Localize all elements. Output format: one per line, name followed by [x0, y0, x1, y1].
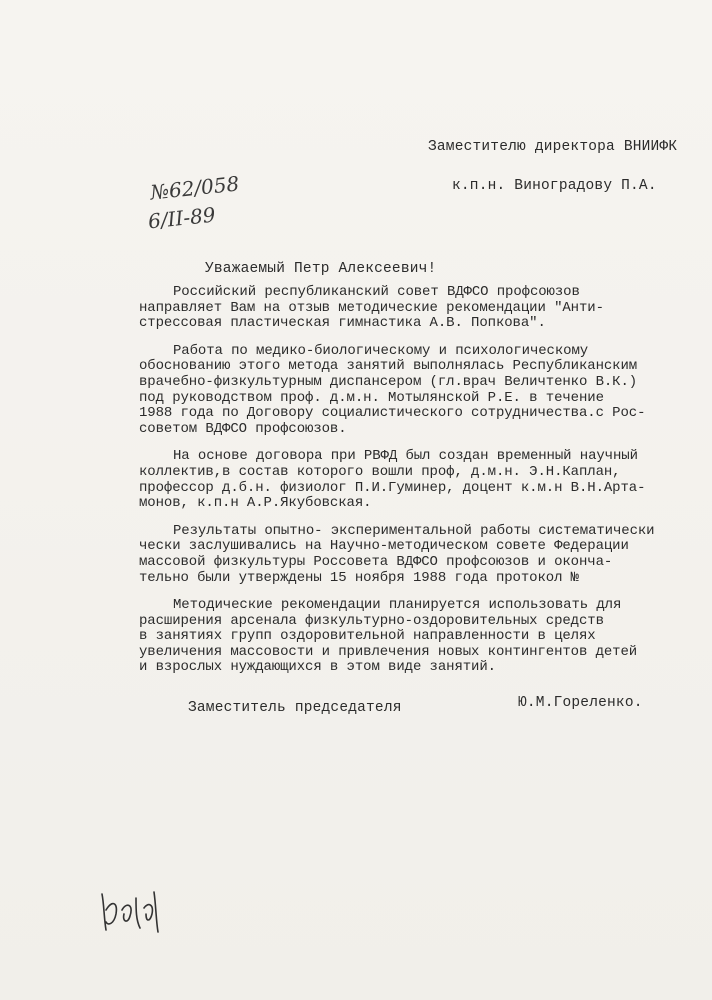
signatory-title: Заместитель председателя — [188, 700, 402, 716]
text-line: советом ВДФСО профсоюзов. — [139, 420, 347, 437]
text-line: На основе договора при РВФД был создан временный научный — [173, 448, 638, 465]
text-line: массовой физкультуры Россовета ВДФСО профсоюзов и оконча- — [139, 553, 613, 570]
text-line: расширения арсенала физкультурно-оздоровительных средств — [139, 612, 604, 629]
addressee-title: Заместителю директора ВНИИФК — [428, 139, 678, 155]
salutation: Уважаемый Петр Алексеевич! — [205, 261, 437, 277]
text-line: 1988 года по Договору социалистического сотрудничества.с Рос- — [139, 405, 646, 422]
text-line: в занятиях групп оздоровительной направленности в целях — [139, 628, 596, 645]
text-line: врачебно-физкультурным диспансером (гл.врач Величтенко В.К.) — [139, 373, 638, 390]
text-line: тельно были утверждены 15 ноября 1988 года протокол № — [139, 569, 579, 586]
text-line: монов, к.п.н А.Р.Якубовская. — [139, 495, 372, 512]
text-line: коллектив,в состав которого вошли проф, д.м.н. Э.Н.Каплан, — [139, 463, 621, 480]
text-line: под руководством проф. д.м.н. Мотылянской Р.Е. в течение — [139, 389, 604, 406]
text-line: обоснованию этого метода занятий выполнялась Республиканским — [139, 358, 638, 375]
text-line: Российский республиканский совет ВДФСО профсоюзов — [173, 284, 580, 300]
paragraph — [139, 284, 673, 332]
addressee-name: к.п.н. Виноградову П.А. — [452, 178, 657, 194]
signatory-name: Ю.М.Гореленко. — [518, 695, 643, 711]
paragraph — [139, 597, 673, 676]
text-line: направляет Вам на отзыв методические рекомендации "Анти- — [139, 299, 604, 316]
text-line: Результаты опытно- экспериментальной работы систематически — [173, 522, 655, 539]
text-line: увеличения массовости и привлечения новых контингентов детей — [139, 643, 638, 660]
text-line: профессор д.б.н. физиолог П.И.Гуминер, доцент к.м.н В.Н.Арта- — [139, 479, 646, 496]
text-line: Методические рекомендации планируется использовать для — [173, 597, 622, 614]
handwritten-reference-number: №62/058 — [148, 171, 241, 205]
text-line: стрессовая пластическая гимнастика А.В. Попкова". — [139, 315, 546, 332]
handwritten-reference-date: 6/II-89 — [146, 202, 217, 234]
paragraph — [139, 522, 673, 586]
paragraph — [139, 342, 673, 438]
handwritten-initials-mark — [96, 880, 166, 940]
text-line: и взрослых нуждающихся в этом виде занятий. — [139, 659, 496, 676]
text-line: чески заслушивались на Научно-методическом совете Федерации — [139, 538, 629, 555]
text-line: Работа по медико-биологическому и психологическому — [173, 342, 589, 359]
paragraph — [139, 448, 673, 512]
letter-body — [139, 284, 673, 688]
